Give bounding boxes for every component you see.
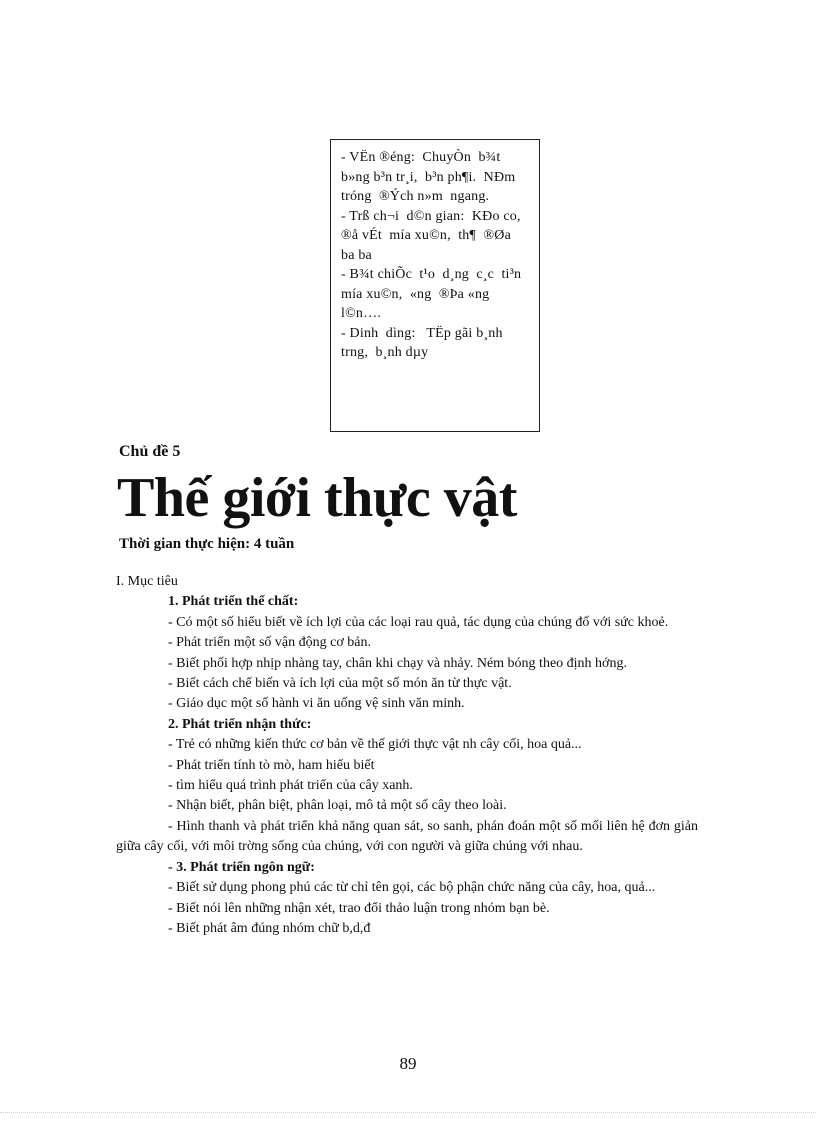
box-line: tróng ®Ých n»m ngang. xyxy=(341,189,490,204)
page-title: Thế giới thực vật xyxy=(117,467,517,529)
box-line: ba ba xyxy=(341,247,372,263)
list-item: - Nhận biết, phân biệt, phân loại, mô tả một số cây theo loài. xyxy=(168,798,507,814)
list-item: - Hình thanh và phát triển khả năng quan sát, so sanh, phán đoán một số mối liên hệ đơn giản giữa cây cối, với môi trờng sống của chúng, với con người và giữa chúng với nhau. xyxy=(116,818,698,855)
box-line: b»ng b³n tr¸i, b³n ph¶i. NÐm xyxy=(341,169,516,185)
list-item: - Giáo dục một số hành vi ăn uống vệ sinh văn minh. xyxy=(168,696,465,712)
list-item: - Biết phát âm đúng nhóm chữ b,d,đ xyxy=(168,920,371,936)
subsection-heading-cognitive: 2. Phát triển nhận thức: xyxy=(168,716,312,732)
list-item: - Có một số hiểu biết về ích lợi của các loại rau quả, tác dụng của chúng đố với sức khoẻ. xyxy=(168,614,669,630)
list-item: - Biết sử dụng phong phú các từ chỉ tên gọi, các bộ phận chức năng của cây, hoa, quả... xyxy=(168,880,656,896)
topic-label: Chủ đề 5 xyxy=(119,443,181,460)
box-line: mía xu©n, «ng ®Þa «ng xyxy=(341,286,490,302)
box-line: ®å vÉt mía xu©n, th¶ ®Øa xyxy=(341,228,512,243)
section-heading: I. Mục tiêu xyxy=(116,574,178,589)
list-item: - Biết cách chế biến và ích lợi của một số món ăn từ thực vật. xyxy=(168,676,512,692)
box-line: l©n…. xyxy=(341,306,382,321)
box-line: - Dinh dìng: TËp gãi b¸nh xyxy=(341,325,503,341)
box-line: - B¾t chiÕc t¹o d¸ng c¸c ti³n xyxy=(341,267,522,282)
box-line: trng, b¸nh dµy xyxy=(341,345,429,360)
subsection-heading-language: - 3. Phát triển ngôn ngữ: xyxy=(168,859,315,875)
subsection-heading-physical: 1. Phát triển thể chất: xyxy=(168,594,299,610)
activities-box xyxy=(330,139,540,432)
list-item: - tìm hiểu quá trình phát triển của cây xanh. xyxy=(168,778,413,794)
box-line: - Trß ch¬i d©n gian: KÐo co, xyxy=(341,208,521,224)
box-line: - VËn ®éng: ChuyÒn b¾t xyxy=(341,150,501,165)
list-item: - Phát triển tính tò mò, ham hiểu biết xyxy=(168,757,375,773)
list-item: - Biết phối hợp nhịp nhàng tay, chân khi chạy và nhảy. Ném bóng theo định hớng. xyxy=(168,655,627,671)
objectives-section xyxy=(116,572,698,939)
list-item: - Biết nói lên những nhận xét, trao đổi thảo luận trong nhóm bạn bè. xyxy=(168,900,550,916)
list-item: - Phát triển một số vận động cơ bản. xyxy=(168,635,371,651)
list-item: - Trẻ có những kiến thức cơ bản về thế giới thực vật nh cây cối, hoa quả... xyxy=(168,737,582,753)
page-number: 89 xyxy=(399,1054,417,1073)
page-bottom-divider xyxy=(0,1112,816,1113)
duration-label: Thời gian thực hiện: 4 tuần xyxy=(119,536,295,552)
